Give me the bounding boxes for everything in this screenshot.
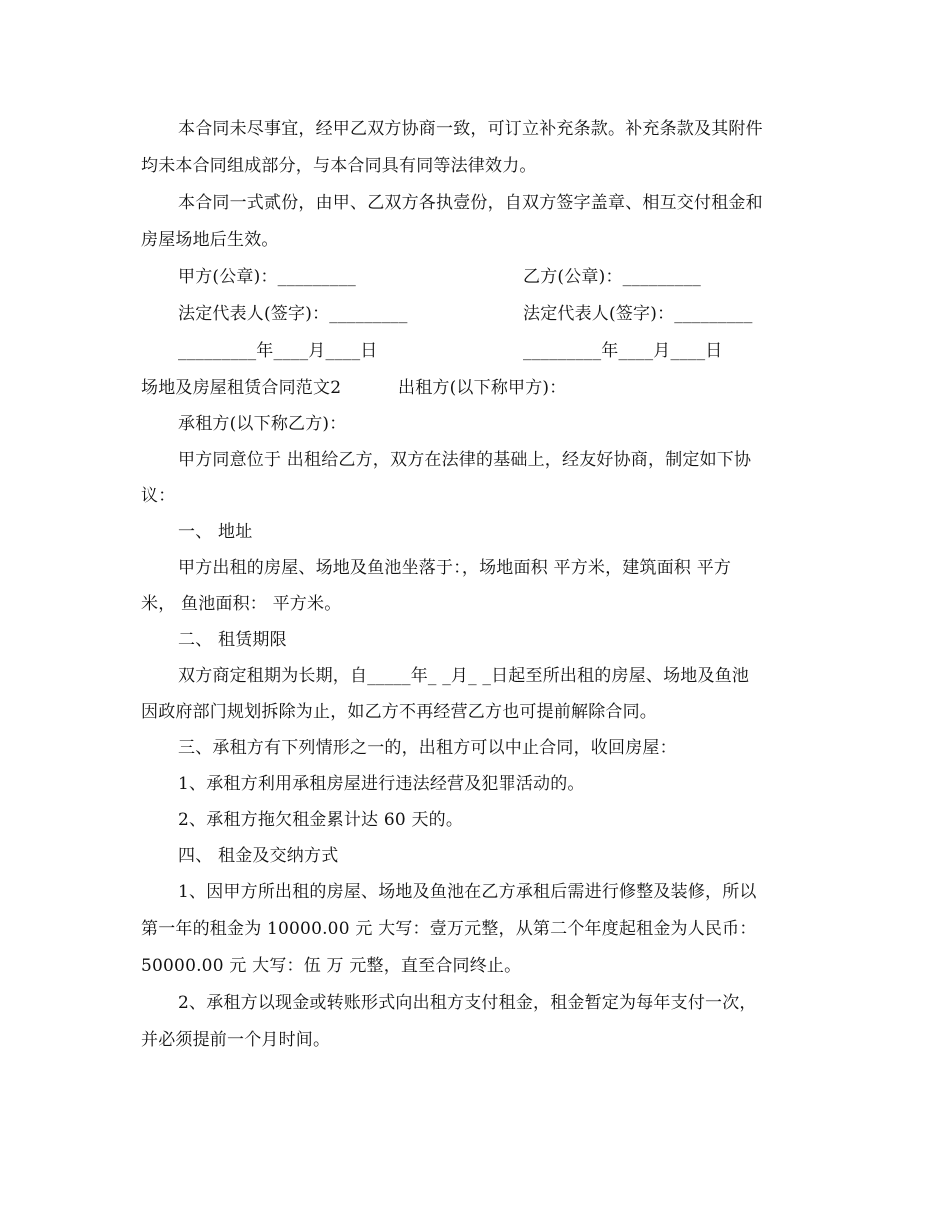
intro-line2: 议： bbox=[141, 486, 176, 506]
party-b-date-field: _________年____月____日 bbox=[523, 341, 723, 361]
section-1-title: 一、 地址 bbox=[178, 522, 253, 542]
section-1-text-line1: 甲方出租的房屋、场地及鱼池坐落于：，场地面积 平方米，建筑面积 平方 bbox=[178, 558, 732, 578]
section-3-item-2: 2、承租方拖欠租金累计达 60 天的。 bbox=[178, 810, 464, 830]
intro-line1: 甲方同意位于 出租给乙方，双方在法律的基础上，经友好协商，制定如下协 bbox=[178, 450, 752, 470]
section-4-item-2-line2: 并必须提前一个月时间。 bbox=[141, 1030, 331, 1050]
paragraph-copies-line1: 本合同一式贰份，由甲、乙双方各执壹份，自双方签字盖章、相互交付租金和 bbox=[178, 193, 763, 213]
section-1-text-line2: 米， 鱼池面积： 平方米。 bbox=[141, 594, 342, 614]
party-a-representative-field: 法定代表人(签字)：_________ bbox=[178, 304, 408, 324]
section-2-text-line1: 双方商定租期为长期，自_____年_ _月_ _日起至所出租的房屋、场地及鱼池 bbox=[178, 666, 750, 686]
section-4-item-1-line3: 50000.00 元 大写：伍 万 元整，直至合同终止。 bbox=[141, 956, 522, 976]
document-heading: 场地及房屋租赁合同范文2 bbox=[141, 378, 342, 398]
paragraph-copies-line2: 房屋场地后生效。 bbox=[141, 230, 279, 250]
party-a-seal-field: 甲方(公章)：_________ bbox=[178, 267, 356, 287]
lessee-label: 承租方(以下称乙方)： bbox=[178, 414, 347, 434]
paragraph-supplementary-line1: 本合同未尽事宜，经甲乙双方协商一致，可订立补充条款。补充条款及其附件 bbox=[178, 119, 763, 139]
paragraph-supplementary-line2: 均未本合同组成部分，与本合同具有同等法律效力。 bbox=[141, 156, 537, 176]
section-4-item-1-line1: 1、因甲方所出租的房屋、场地及鱼池在乙方承租后需进行修整及装修，所以 bbox=[178, 882, 757, 902]
party-b-seal-field: 乙方(公章)：_________ bbox=[523, 267, 701, 287]
party-a-date-field: _________年____月____日 bbox=[178, 341, 378, 361]
section-4-item-1-line2: 第一年的租金为 10000.00 元 大写：壹万元整，从第二个年度起租金为人民币： bbox=[141, 919, 757, 939]
section-4-title: 四、 租金及交纳方式 bbox=[178, 846, 339, 866]
section-2-title: 二、 租赁期限 bbox=[178, 630, 287, 650]
section-3-item-1: 1、承租方利用承租房屋进行违法经营及犯罪活动的。 bbox=[178, 774, 585, 794]
section-2-text-line2: 因政府部门规划拆除为止，如乙方不再经营乙方也可提前解除合同。 bbox=[141, 702, 657, 722]
section-4-item-2-line1: 2、承租方以现金或转账形式向出租方支付租金，租金暂定为每年支付一次， bbox=[178, 993, 757, 1013]
section-3-title: 三、承租方有下列情形之一的，出租方可以中止合同，收回房屋： bbox=[178, 738, 677, 758]
lessor-label: 出租方(以下称甲方)： bbox=[398, 378, 567, 398]
party-b-representative-field: 法定代表人(签字)：_________ bbox=[523, 304, 753, 324]
